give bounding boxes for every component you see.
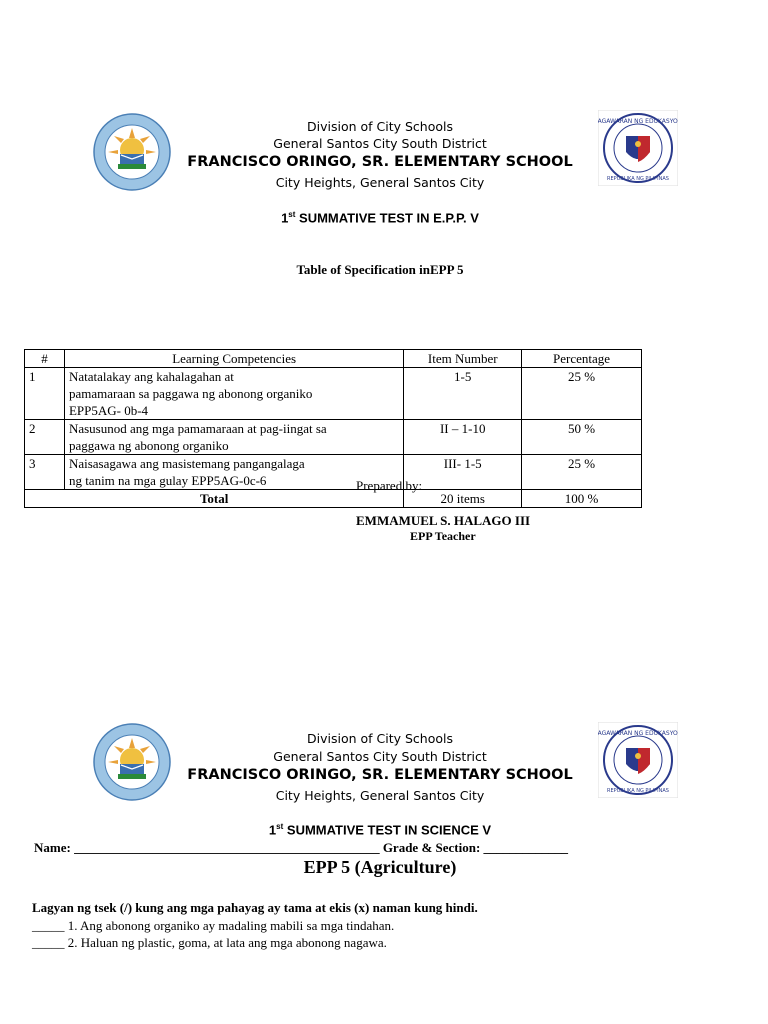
teacher-role: EPP Teacher — [410, 529, 476, 543]
seal-ring-bottom-text: REPUBLIKA NG PILIPINAS — [607, 176, 669, 182]
school-address: City Heights, General Santos City — [275, 175, 485, 190]
table-row — [25, 420, 642, 455]
row-percent: 50 % — [522, 420, 642, 455]
district-text: General Santos City South District — [273, 749, 487, 764]
row-number: 1 — [25, 368, 65, 420]
school-address: City Heights, General Santos City — [275, 788, 485, 803]
specification-table — [24, 349, 642, 508]
total-percent: 100 % — [522, 490, 642, 508]
test-title: 1st SUMMATIVE TEST IN E.P.P. V — [281, 210, 479, 226]
header-number: # — [25, 350, 65, 368]
seal-ring-top-text: KAGAWARAN NG EDUKASYON — [598, 730, 678, 737]
header-item-number: Item Number — [404, 350, 522, 368]
seal-ring-top-text: KAGAWARAN NG EDUKASYON — [598, 118, 678, 125]
school-name: FRANCISCO ORINGO, SR. ELEMENTARY SCHOOL — [187, 767, 573, 783]
table-header-row — [25, 350, 642, 368]
tos-title: Table of Specification inEPP 5 — [296, 262, 464, 277]
district-text: General Santos City South District — [273, 136, 487, 151]
table-row — [25, 368, 642, 420]
row-number: 3 — [25, 455, 65, 490]
row-competency: Nasusunod ang mga pamamaraan at pag-iingat sa paggawa ng abonong organiko — [64, 420, 403, 455]
total-label: Total — [25, 490, 404, 508]
question-item[interactable]: _____ 1. Ang abonong organiko ay madaling mabili sa mga tindahan. — [32, 918, 395, 933]
table-row — [25, 455, 642, 490]
header-percentage: Percentage — [522, 350, 642, 368]
row-competency: Natatalakay ang kahalagahan at pamamaraan sa paggawa ng abonong organiko EPP5AG- 0b-4 — [64, 368, 403, 420]
question-item[interactable]: _____ 2. Haluan ng plastic, goma, at lata ang mga abonong nagawa. — [32, 935, 387, 950]
row-competency: Naisasagawa ang masistemang pangangalaga ng tanim na mga gulay EPP5AG-0c-6 — [64, 455, 403, 490]
school-name: FRANCISCO ORINGO, SR. ELEMENTARY SCHOOL — [187, 154, 573, 170]
teacher-name: EMMAMUEL S. HALAGO III — [356, 513, 531, 528]
school-logo — [92, 112, 172, 192]
division-text: Division of City Schools — [306, 731, 453, 746]
table-total-row — [25, 490, 642, 508]
deped-seal — [598, 110, 678, 186]
school-logo — [92, 722, 172, 802]
division-text: Division of City Schools — [306, 119, 453, 134]
deped-seal — [598, 722, 678, 798]
row-percent: 25 % — [522, 455, 642, 490]
row-number: 2 — [25, 420, 65, 455]
instruction-text: Lagyan ng tsek (/) kung ang mga pahayag ay tama at ekis (x) naman kung hindi. — [32, 900, 478, 915]
row-percent: 25 % — [522, 368, 642, 420]
test-title: 1st SUMMATIVE TEST IN SCIENCE V — [268, 822, 492, 838]
row-items: III- 1-5 — [404, 455, 522, 490]
row-items: II – 1-10 — [404, 420, 522, 455]
subject-title: EPP 5 (Agriculture) — [303, 857, 457, 877]
prepared-by-label: Prepared by: — [356, 478, 423, 493]
seal-ring-bottom-text: REPUBLIKA NG PILIPINAS — [607, 788, 669, 794]
row-items: 1-5 — [404, 368, 522, 420]
total-items: 20 items — [404, 490, 522, 508]
header-competencies: Learning Competencies — [64, 350, 403, 368]
name-grade-line[interactable]: Name: _______________________________________________ Grade & Section: _____________ — [34, 840, 569, 855]
